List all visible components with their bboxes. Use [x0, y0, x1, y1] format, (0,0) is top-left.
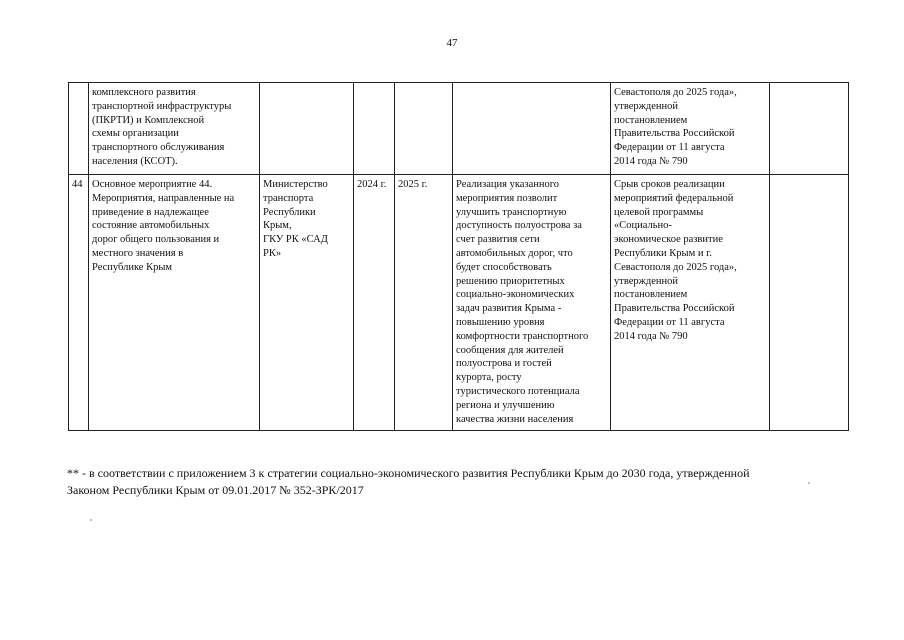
cell-number	[69, 83, 89, 175]
cell-activity: Основное мероприятие 44. Мероприятия, направленные на приведение в надлежащее состояние автомобильных дорог общего пользования и местного значения в Республике Крым	[89, 175, 260, 431]
cell-link	[770, 175, 849, 431]
cell-consequences: Срыв сроков реализации мероприятий федеральной целевой программы «Социально- экономическое развитие Республики Крым и г. Севастополя до 2025 года», утвержденной постановлением Правительства Российской Федерации от 11 августа 2014 года № 790	[611, 175, 770, 431]
page-number: 47	[446, 37, 458, 49]
footnote-line: Законом Республики Крым от 09.01.2017 № 352-ЗРК/2017	[67, 483, 364, 497]
cell-executor: Министерство транспорта Республики Крым, ГКУ РК «САД РК»	[260, 175, 354, 431]
cell-number: 44	[69, 175, 89, 431]
scan-speck	[90, 519, 92, 521]
cell-link	[770, 83, 849, 175]
footnote-line: ** - в соответствии с приложением 3 к стратегии социально-экономического развития Республики Крым до 2030 года, утвержденной	[67, 466, 750, 480]
cell-end-year	[395, 83, 453, 175]
table-row	[69, 175, 849, 431]
measures-table	[68, 82, 849, 431]
cell-consequences: Севастополя до 2025 года», утвержденной постановлением Правительства Российской Федерации от 11 августа 2014 года № 790	[611, 83, 770, 175]
cell-start-year	[354, 83, 395, 175]
cell-expected-result	[453, 83, 611, 175]
scan-speck	[808, 482, 810, 484]
cell-end-year: 2025 г.	[395, 175, 453, 431]
table-row	[69, 83, 849, 175]
footnote	[67, 465, 847, 499]
cell-activity: комплексного развития транспортной инфраструктуры (ПКРТИ) и Комплексной схемы организации транспортного обслуживания населения (КСОТ).	[89, 83, 260, 175]
cell-expected-result: Реализация указанного мероприятия позволит улучшить транспортную доступность полуострова за счет развития сети автомобильных дорог, что будет способствовать решению приоритетных социально-экономических задач развития Крыма - повышению уровня комфортности транспортного сообщения для жителей полуострова и гостей курорта, росту туристического потенциала региона и улучшению качества жизни населения	[453, 175, 611, 431]
cell-start-year: 2024 г.	[354, 175, 395, 431]
cell-executor	[260, 83, 354, 175]
